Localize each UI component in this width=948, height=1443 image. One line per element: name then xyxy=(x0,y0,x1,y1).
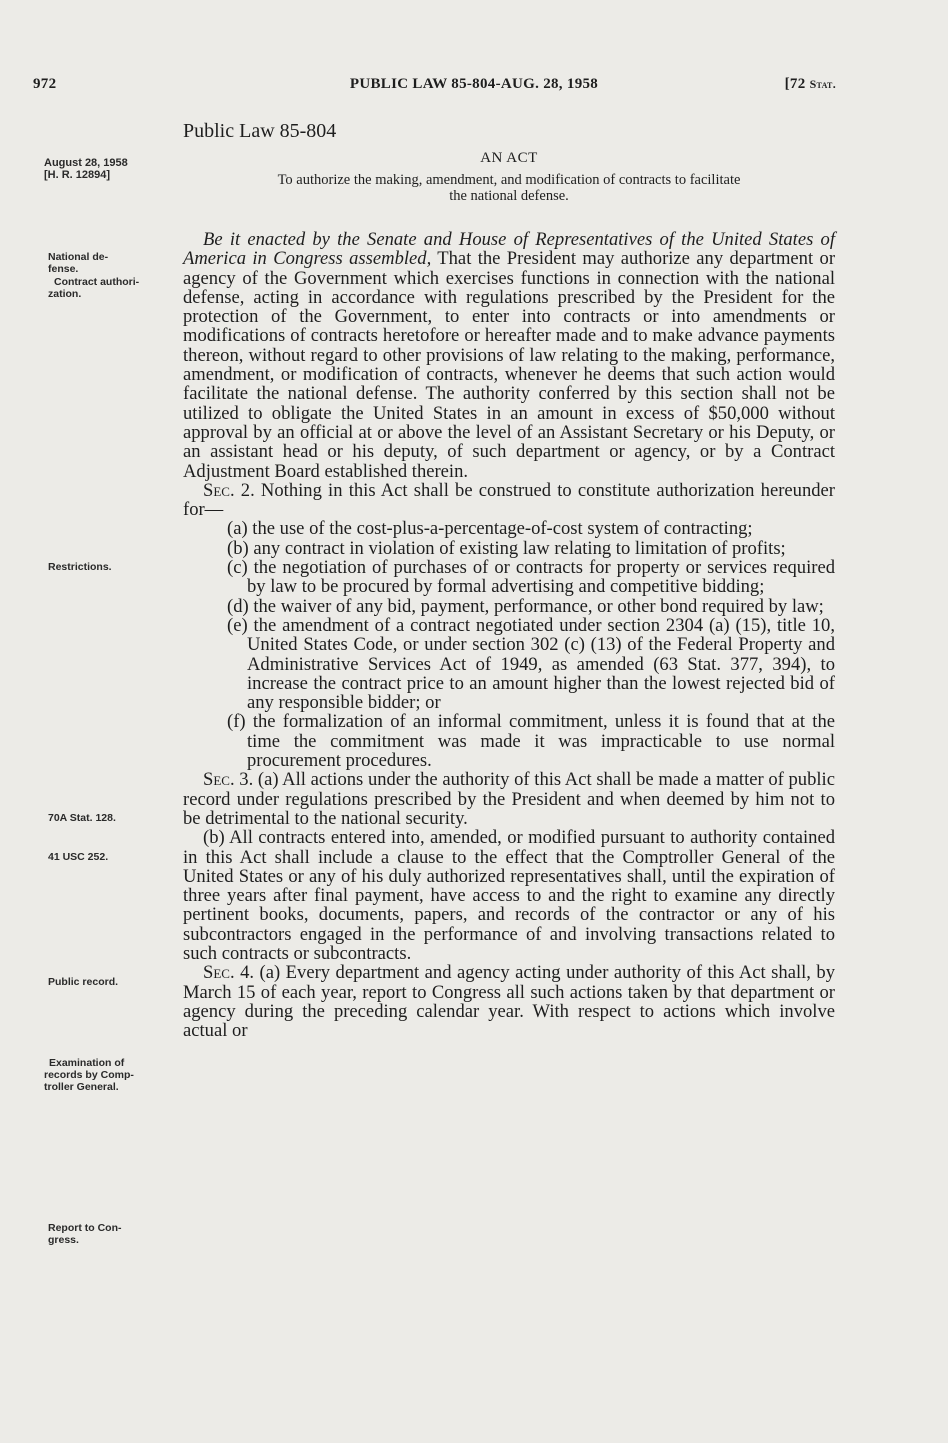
law-title: Public Law 85-804 xyxy=(183,120,337,142)
section-label: Sec. 4. xyxy=(203,962,255,984)
margin-note-report: Report to Con- gress. xyxy=(48,1222,122,1246)
section-1: Be it enacted by the Senate and House of Representatives of the United States of America in Congress assembled, That the President may authorize any department or agency of the Government which exercises functions in connection with the national defense, acting in accordance with regulations prescribed by the President for the protection of the Government, to enter into contracts or into amendments or modifications of contracts heretofore or hereafter made and to make advance payments thereon, without regard to other provisions of law relating to the making, performance, amendment, or modification of contracts, whenever he deems that such action would facilitate the national defense. The authority conferred by this section shall not be utilized to obligate the United States in an amount in excess of $50,000 without approval by an official at or above the level of an Assistant Secretary or his Deputy, or an assistant head or his deputy, of such department or agency, or by a Contract Adjustment Board established therein. xyxy=(183,229,836,482)
margin-note-stat-reference: 70A Stat. 128. xyxy=(48,812,116,824)
act-heading: AN ACT xyxy=(480,150,538,166)
clause-2b: (b) any contract in violation of existing law relating to limitation of profits; xyxy=(227,537,786,559)
section-label: Sec. 2. xyxy=(203,479,255,501)
clause-2a: (a) the use of the cost-plus-a-percentage-of-cost system of contracting; xyxy=(227,518,753,540)
section-2: Sec. 2. Nothing in this Act shall be construed to constitute authorization hereunder for— xyxy=(183,479,835,521)
volume-reference: [72 Stat. xyxy=(784,76,836,92)
clause-2f: (f) the formalization of an informal commitment, unless it is found that at the time the commitment was made it was impracticable to use normal procurement procedures. xyxy=(227,711,835,772)
enactment-date-note: August 28, 1958 [H. R. 12894] xyxy=(44,157,128,181)
margin-note-public-record: Public record. xyxy=(48,976,119,988)
margin-note-examination: Examination of records by Comp- troller General. xyxy=(44,1057,134,1093)
act-purpose: To authorize the making, amendment, and modification of contracts to facilitate the national defense. xyxy=(277,172,741,204)
section-3a: Sec. 3. (a) All actions under the authority of this Act shall be made a matter of public record under regulations prescribed by the President and when deemed by him not to be detrimental to the national security. xyxy=(183,769,835,829)
running-title: PUBLIC LAW 85-804-AUG. 28, 1958 xyxy=(349,76,599,92)
margin-note-contract-authorization: Contract authori- zation. xyxy=(48,276,140,300)
margin-note-restrictions: Restrictions. xyxy=(48,561,112,573)
act-body xyxy=(183,230,835,1040)
section-label: Sec. 3. xyxy=(203,769,254,791)
section-4a: Sec. 4. (a) Every department and agency acting under authority of this Act shall, by March 15 of each year, report to Congress all such actions taken by that department or agency during the preceding calendar year. With respect to actions which involve actual or xyxy=(183,962,836,1042)
margin-note-usc-reference: 41 USC 252. xyxy=(48,851,109,863)
page-number: 972 xyxy=(33,76,57,92)
clause-2c: (c) the negotiation of purchases of or contracts for property or services required by law to be procured by formal advertising and competitive bidding; xyxy=(227,557,835,598)
enacting-clause: Be it enacted by the Senate and House of Representatives of the United States of America in Congress assembled, xyxy=(183,229,835,270)
clause-2d: (d) the waiver of any bid, payment, performance, or other bond required by law; xyxy=(227,595,824,617)
margin-note-national-defense: National de- fense. xyxy=(48,251,109,275)
section-3b: (b) All contracts entered into, amended, or modified pursuant to authority contained in this Act shall include a clause to the effect that the Comptroller General of the United States or any of his duly authorized representatives shall, until the expiration of three years after final payment, have access to and the right to examine any directly pertinent books, documents, papers, and records of the contractor or any of his subcontractors engaged in the performance of and involving transactions related to such contracts or subcontracts. xyxy=(183,827,835,964)
clause-2e: (e) the amendment of a contract negotiated under section 2304 (a) (15), title 10, United States Code, or under section 302 (c) (13) of the Federal Property and Administrative Services Act of 1949, as amended (63 Stat. 377, 394), to increase the contract price to an amount higher than the lowest rejected bid of any responsible bidder; or xyxy=(227,614,835,714)
